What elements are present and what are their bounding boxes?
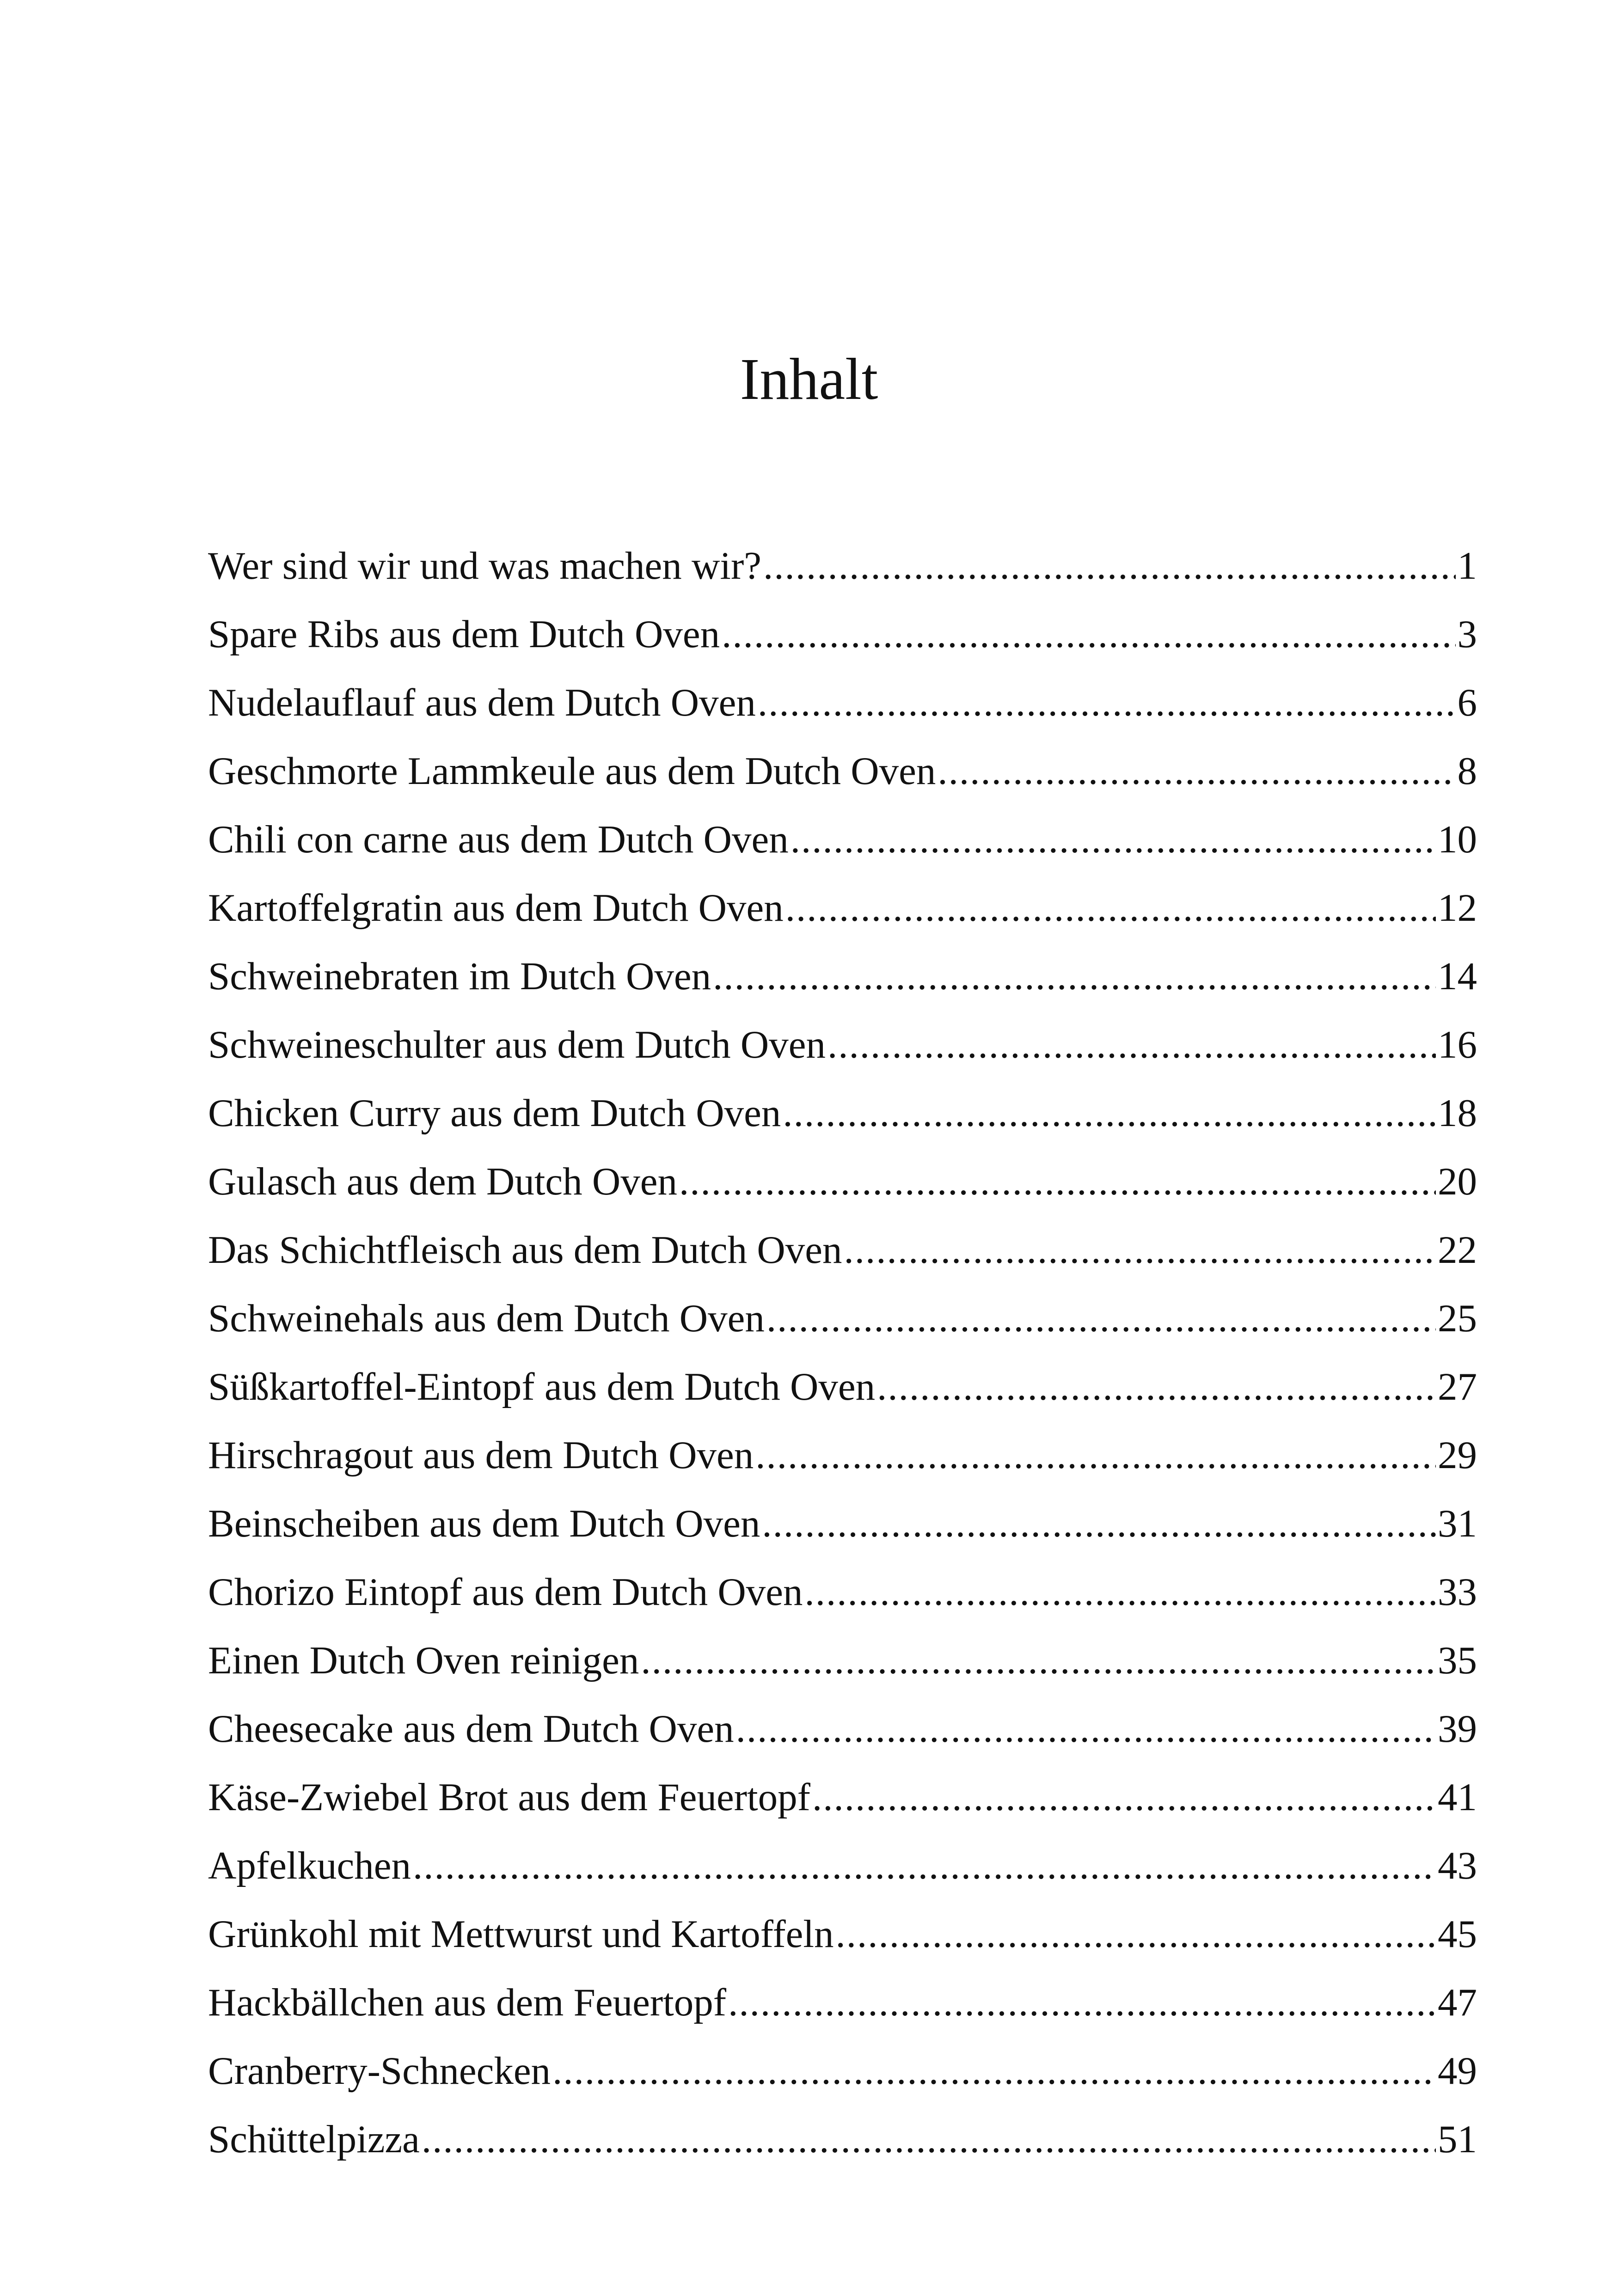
toc-entry[interactable] bbox=[208, 2105, 1477, 2174]
toc-dot-leader bbox=[728, 1968, 1436, 2037]
toc-dot-leader bbox=[844, 1216, 1436, 1284]
toc-dot-leader bbox=[755, 1421, 1436, 1489]
toc-entry-title: Schweineschulter aus dem Dutch Oven bbox=[208, 1023, 826, 1066]
toc-entry-page-number: 33 bbox=[1438, 1570, 1477, 1614]
toc-entry-page-number: 18 bbox=[1438, 1091, 1477, 1135]
toc-entry[interactable] bbox=[208, 805, 1477, 874]
toc-entry-title: Kartoffelgratin aus dem Dutch Oven bbox=[208, 886, 784, 930]
toc-entry-page-number: 10 bbox=[1438, 818, 1477, 861]
page-title: Inhalt bbox=[740, 346, 878, 412]
toc-dot-leader bbox=[422, 2105, 1436, 2174]
toc-entry-page-number: 27 bbox=[1438, 1365, 1477, 1408]
toc-entry-title: Chili con carne aus dem Dutch Oven bbox=[208, 818, 789, 861]
toc-dot-leader bbox=[763, 532, 1456, 600]
toc-entry-title: Das Schichtfleisch aus dem Dutch Oven bbox=[208, 1228, 842, 1272]
toc-entry[interactable] bbox=[208, 600, 1477, 668]
toc-entry-page-number: 16 bbox=[1438, 1023, 1477, 1066]
toc-entry-title: Spare Ribs aus dem Dutch Oven bbox=[208, 612, 720, 656]
toc-dot-leader bbox=[713, 942, 1436, 1010]
toc-entry[interactable] bbox=[208, 1079, 1477, 1147]
toc-entry-title: Schweinehals aus dem Dutch Oven bbox=[208, 1297, 765, 1340]
toc-entry[interactable] bbox=[208, 532, 1477, 600]
toc-entry-title: Süßkartoffel-Eintopf aus dem Dutch Oven bbox=[208, 1365, 876, 1408]
toc-dot-leader bbox=[413, 1831, 1436, 1900]
toc-entry-title: Wer sind wir und was machen wir? bbox=[208, 544, 761, 588]
toc-entry[interactable] bbox=[208, 1216, 1477, 1284]
toc-dot-leader bbox=[938, 737, 1455, 805]
toc-dot-leader bbox=[766, 1284, 1436, 1353]
toc-entry-page-number: 39 bbox=[1438, 1707, 1477, 1751]
toc-dot-leader bbox=[641, 1626, 1436, 1695]
toc-dot-leader bbox=[836, 1900, 1436, 1968]
toc-entry[interactable] bbox=[208, 1558, 1477, 1626]
toc-dot-leader bbox=[552, 2037, 1436, 2105]
toc-entry[interactable] bbox=[208, 737, 1477, 805]
toc-entry[interactable] bbox=[208, 1010, 1477, 1079]
toc-entry-page-number: 31 bbox=[1438, 1502, 1477, 1545]
toc-dot-leader bbox=[805, 1558, 1436, 1626]
toc-entry-title: Hackbällchen aus dem Feuertopf bbox=[208, 1981, 727, 2024]
toc-entry-title: Nudelauflauf aus dem Dutch Oven bbox=[208, 681, 756, 724]
toc-entry-page-number: 49 bbox=[1438, 2049, 1477, 2093]
toc-entry-page-number: 6 bbox=[1457, 681, 1477, 724]
toc-entry-title: Gulasch aus dem Dutch Oven bbox=[208, 1160, 678, 1203]
toc-entry[interactable] bbox=[208, 942, 1477, 1010]
toc-entry-title: Grünkohl mit Mettwurst und Kartoffeln bbox=[208, 1912, 834, 1956]
toc-entry[interactable] bbox=[208, 668, 1477, 737]
toc-entry-page-number: 14 bbox=[1438, 955, 1477, 998]
toc-dot-leader bbox=[783, 1079, 1436, 1147]
toc-dot-leader bbox=[812, 1763, 1436, 1831]
toc-entry-page-number: 3 bbox=[1457, 612, 1477, 656]
toc-entry-page-number: 51 bbox=[1438, 2118, 1477, 2161]
toc-entry-page-number: 45 bbox=[1438, 1912, 1477, 1956]
toc-entry-title: Apfelkuchen bbox=[208, 1844, 411, 1887]
toc-entry[interactable] bbox=[208, 1968, 1477, 2037]
toc-entry[interactable] bbox=[208, 1353, 1477, 1421]
toc-entry-page-number: 1 bbox=[1457, 544, 1477, 588]
toc-dot-leader bbox=[736, 1695, 1436, 1763]
toc-entry[interactable] bbox=[208, 1900, 1477, 1968]
table-of-contents bbox=[208, 532, 1477, 2174]
toc-entry-page-number: 25 bbox=[1438, 1297, 1477, 1340]
toc-entry-title: Cranberry-Schnecken bbox=[208, 2049, 551, 2093]
toc-entry-page-number: 43 bbox=[1438, 1844, 1477, 1887]
toc-dot-leader bbox=[722, 600, 1455, 668]
toc-entry-title: Schweinebraten im Dutch Oven bbox=[208, 955, 711, 998]
toc-entry[interactable] bbox=[208, 1284, 1477, 1353]
toc-entry[interactable] bbox=[208, 2037, 1477, 2105]
toc-entry-title: Hirschragout aus dem Dutch Oven bbox=[208, 1433, 754, 1477]
toc-entry[interactable] bbox=[208, 1147, 1477, 1216]
toc-entry[interactable] bbox=[208, 1489, 1477, 1558]
toc-entry-title: Chorizo Eintopf aus dem Dutch Oven bbox=[208, 1570, 803, 1614]
toc-dot-leader bbox=[791, 805, 1436, 874]
toc-entry-page-number: 20 bbox=[1438, 1160, 1477, 1203]
toc-entry-title: Chicken Curry aus dem Dutch Oven bbox=[208, 1091, 781, 1135]
toc-dot-leader bbox=[827, 1010, 1436, 1079]
toc-entry-page-number: 41 bbox=[1438, 1776, 1477, 1819]
toc-entry-page-number: 12 bbox=[1438, 886, 1477, 930]
toc-entry-page-number: 22 bbox=[1438, 1228, 1477, 1272]
toc-dot-leader bbox=[758, 668, 1456, 737]
toc-entry-title: Beinscheiben aus dem Dutch Oven bbox=[208, 1502, 760, 1545]
toc-entry[interactable] bbox=[208, 1763, 1477, 1831]
toc-dot-leader bbox=[679, 1147, 1436, 1216]
toc-entry-title: Schüttelpizza bbox=[208, 2118, 420, 2161]
toc-entry-page-number: 35 bbox=[1438, 1639, 1477, 1682]
toc-entry[interactable] bbox=[208, 874, 1477, 942]
toc-entry-title: Geschmorte Lammkeule aus dem Dutch Oven bbox=[208, 749, 936, 793]
toc-entry-page-number: 47 bbox=[1438, 1981, 1477, 2024]
toc-entry[interactable] bbox=[208, 1695, 1477, 1763]
toc-dot-leader bbox=[877, 1353, 1436, 1421]
toc-entry-title: Einen Dutch Oven reinigen bbox=[208, 1639, 639, 1682]
toc-entry[interactable] bbox=[208, 1831, 1477, 1900]
toc-entry-title: Cheesecake aus dem Dutch Oven bbox=[208, 1707, 734, 1751]
toc-entry-page-number: 8 bbox=[1457, 749, 1477, 793]
toc-dot-leader bbox=[762, 1489, 1436, 1558]
toc-entry-title: Käse-Zwiebel Brot aus dem Feuertopf bbox=[208, 1776, 810, 1819]
toc-entry[interactable] bbox=[208, 1421, 1477, 1489]
toc-entry-page-number: 29 bbox=[1438, 1433, 1477, 1477]
toc-entry[interactable] bbox=[208, 1626, 1477, 1695]
toc-dot-leader bbox=[785, 874, 1436, 942]
